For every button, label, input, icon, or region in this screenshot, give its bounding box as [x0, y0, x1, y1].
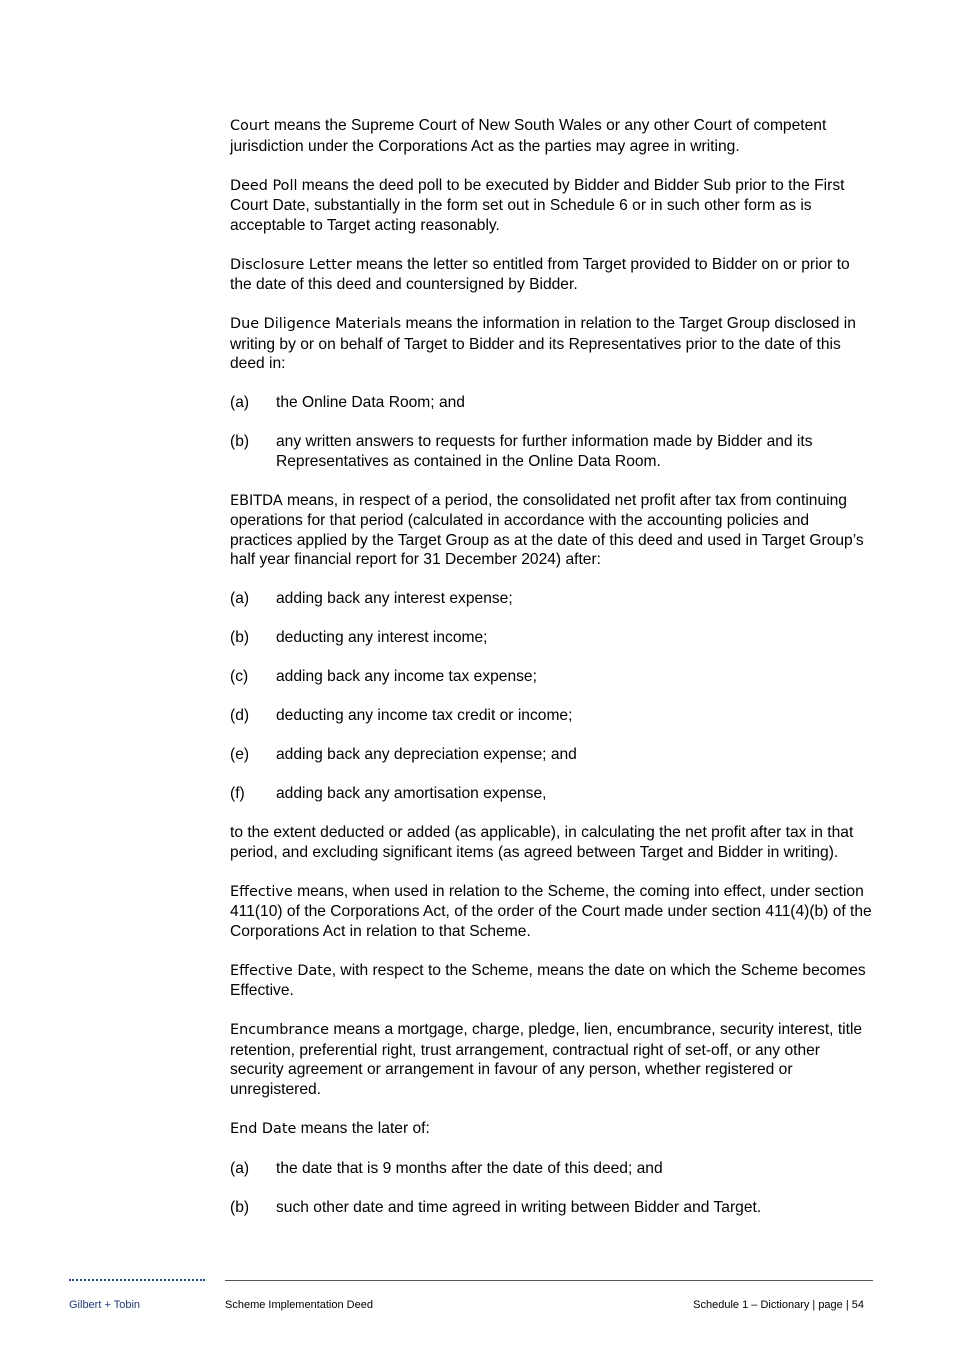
defined-term: EBITDA [230, 492, 283, 509]
footer-dotted-rule [69, 1279, 205, 1281]
definition-text: means a mortgage, charge, pledge, lien, encumbrance, security interest, title retention, preferential right, trust arrangement, contractual right of set-off, or any other security agreement or arrangement in favour of any person, whether registered or unregistered. [230, 1021, 863, 1098]
list-item [230, 784, 875, 804]
footer-document-title: Scheme Implementation Deed [225, 1299, 373, 1311]
list-label: (e) [230, 746, 250, 763]
definition-text: means the deed poll to be executed by Bidder and Bidder Sub prior to the First Court Date, substantially in the form set out in Schedule 6 or in such other form as is acceptable to Target acting reasonably. [230, 176, 845, 234]
list-item [230, 667, 875, 687]
definition-due-diligence [230, 314, 875, 374]
list-label: (a) [230, 1159, 250, 1177]
list-item [230, 1198, 875, 1218]
footer-firm-name: Gilbert + Tobin [69, 1299, 141, 1311]
list-item [230, 432, 875, 471]
list-text: adding back any amortisation expense, [276, 785, 547, 802]
footer-page-reference: Schedule 1 – Dictionary | page | 54 [693, 1299, 864, 1311]
list-label: (b) [230, 433, 250, 450]
definition-disclosure-letter [230, 255, 875, 295]
list-text: deducting any interest income; [276, 629, 488, 646]
definition-text: means the letter so entitled from Target provided to Bidder on or prior to the date of this deed and countersigned by Bidder. [230, 255, 850, 293]
list-item [230, 745, 875, 765]
defined-term: Encumbrance [230, 1022, 330, 1038]
definition-text: means the information in relation to the Target Group disclosed in writing by or on behalf of Target to Bidder and its Representatives prior to the date of this deed in: [230, 315, 856, 372]
definition-text: means the Supreme Court of New South Wales or any other Court of competent jurisdiction under the Corporations Act as the parties may agree in writing. [230, 117, 827, 155]
list-item [230, 393, 875, 413]
list-text: adding back any depreciation expense; and [276, 746, 577, 763]
definition-text: means, when used in relation to the Scheme, the coming into effect, under section 411(10) of the Corporations Act, of the order of the Court made under section 411(4)(b) of the Corporations Act in relation to that Scheme. [230, 882, 872, 940]
list-text: deducting any income tax credit or income; [276, 707, 573, 724]
definition-effective-date [230, 961, 875, 1001]
ebitda-tail: to the extent deducted or added (as applicable), in calculating the net profit after tax in that period, and excluding significant items (as agreed between Target and Bidder in writing). [230, 824, 854, 861]
list-label: (d) [230, 707, 250, 724]
definition-encumbrance [230, 1020, 875, 1099]
defined-term: Due Diligence Materials [230, 316, 402, 332]
definition-text: , with respect to the Scheme, means the date on which the Scheme becomes Effective. [230, 961, 866, 999]
list-label: (a) [230, 590, 250, 607]
defined-term: Deed Poll [230, 177, 298, 194]
definition-text: means the later of: [296, 1119, 430, 1137]
list-label: (a) [230, 394, 250, 411]
list-label: (c) [230, 668, 249, 685]
document-body [230, 116, 875, 1237]
defined-term: Disclosure Letter [230, 256, 352, 273]
list-text: such other date and time agreed in writing between Bidder and Target. [276, 1198, 762, 1216]
definition-effective [230, 882, 875, 942]
list-text: any written answers to requests for further information made by Bidder and its Representatives as contained in the Online Data Room. [276, 433, 813, 470]
defined-term: Court [230, 118, 270, 134]
defined-term: Effective Date [230, 962, 332, 979]
list-item [230, 706, 875, 726]
definition-deed-poll [230, 176, 875, 236]
list-label: (b) [230, 629, 250, 646]
definition-text: means, in respect of a period, the consolidated net profit after tax from continuing operations for that period (calculated in accordance with the accounting policies and practices applied by the Target Group as at the date of this deed and used in Target Group’s half year financial report for 31 December 2024) after: [230, 491, 864, 568]
list-item [230, 1159, 875, 1179]
list-label: (f) [230, 785, 245, 802]
defined-term: Effective [230, 883, 293, 900]
list-text: the Online Data Room; and [276, 394, 465, 411]
footer-rule [225, 1280, 873, 1281]
list-item [230, 589, 875, 609]
definition-end-date [230, 1119, 875, 1140]
definition-court [230, 116, 875, 156]
list-label: (b) [230, 1198, 250, 1216]
list-text: adding back any interest expense; [276, 590, 513, 607]
definition-ebitda [230, 491, 875, 570]
list-text: the date that is 9 months after the date of this deed; and [276, 1159, 663, 1177]
list-item [230, 628, 875, 648]
list-text: adding back any income tax expense; [276, 668, 537, 685]
defined-term: End Date [230, 1120, 297, 1137]
